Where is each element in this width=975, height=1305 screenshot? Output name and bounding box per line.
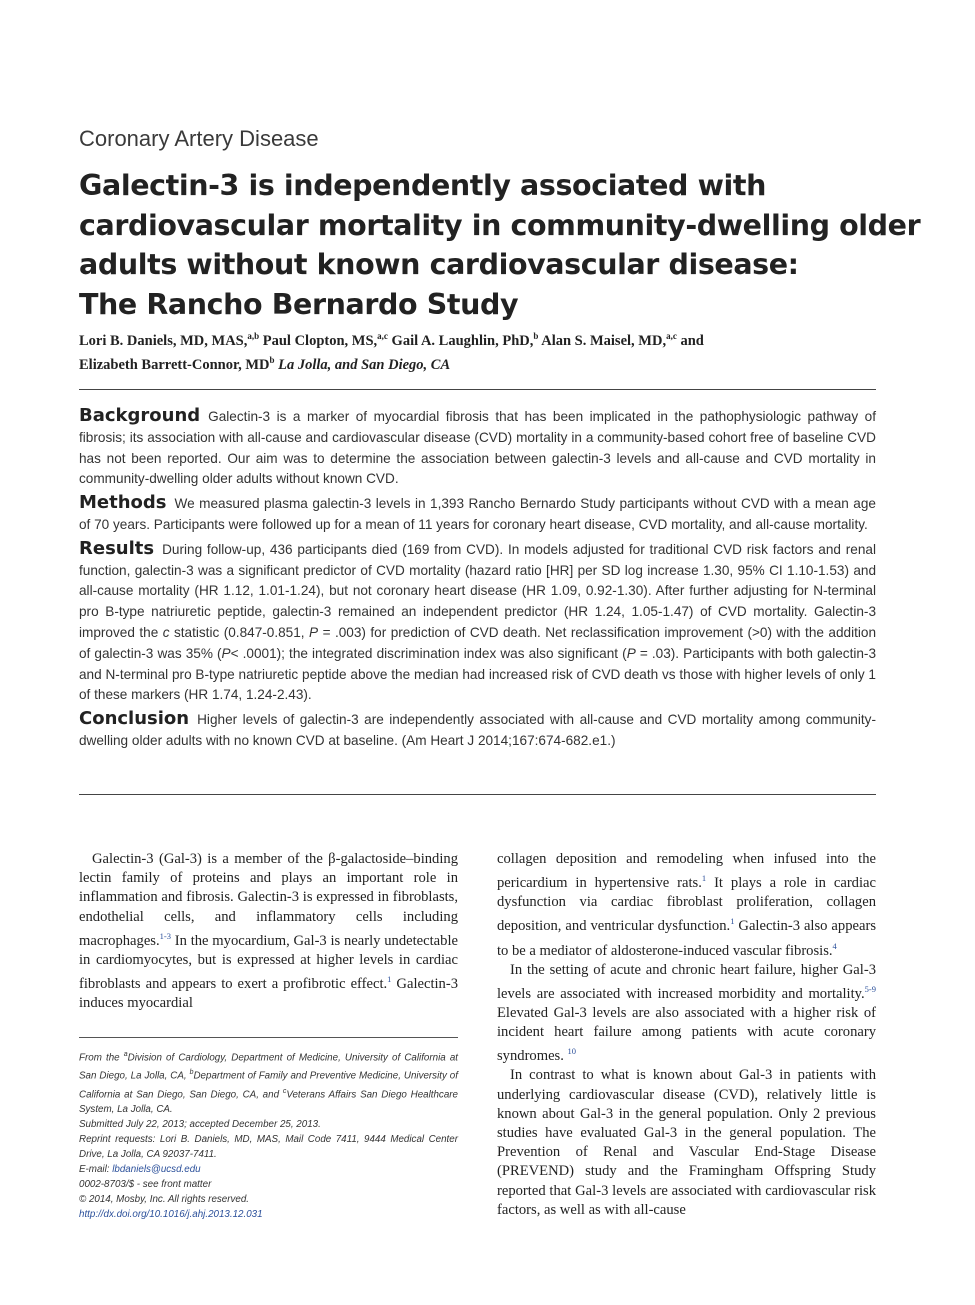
- body-paragraph: [497, 850, 876, 961]
- footnote-text: E-mail:: [79, 1163, 110, 1175]
- footnote-text: From the: [79, 1052, 120, 1064]
- doi-link[interactable]: http://dx.doi.org/10.1016/j.ahj.2013.12.031: [79, 1208, 263, 1220]
- abstract-text: Higher levels of galectin-3 are independently associated with all-cause and CVD mortality among community-dwelling older adults with no known CVD at baseline. (Am Heart J 2014;167:674-682.e1.): [79, 712, 876, 748]
- author: Lori B. Daniels, MD, MAS,: [79, 332, 248, 349]
- body-paragraph: [497, 1066, 876, 1220]
- footnote-submitted: Submitted July 22, 2013; accepted December 25, 2013.: [79, 1118, 321, 1130]
- body-text: Elevated Gal-3 levels are also associated with a higher risk of incident heart failure among patients with acute coronary syndromes.: [497, 1004, 876, 1065]
- author-affiliation-mark: b: [533, 331, 539, 341]
- abstract-results: [79, 539, 876, 706]
- author-affiliation-mark: a,c: [377, 331, 388, 341]
- citation-link[interactable]: 1-3: [159, 930, 171, 941]
- abstract-heading: Conclusion: [79, 708, 190, 730]
- email-link[interactable]: lbdaniels@ucsd.edu: [112, 1163, 201, 1175]
- affiliation-mark: a: [123, 1051, 128, 1058]
- body-paragraph: [497, 961, 876, 1067]
- body-column-left: [79, 850, 458, 1013]
- abstract-heading: Background: [79, 405, 201, 426]
- author-location: La Jolla, and San Diego, CA: [278, 356, 451, 373]
- title-line: Galectin-3 is independently associated with: [79, 169, 766, 202]
- abstract-heading: Methods: [79, 492, 167, 514]
- body-paragraph: [79, 850, 458, 1013]
- author-list: [79, 327, 879, 375]
- abstract-background: [79, 406, 876, 490]
- body-text: Galectin-3 also appears to be a mediator of aldosterone-induced vascular fibrosis.: [497, 918, 876, 959]
- citation-link[interactable]: 10: [567, 1046, 577, 1057]
- abstract-heading: Results: [79, 537, 155, 559]
- footnote-text: Veterans Affairs San Diego Healthcare System, La Jolla, CA.: [79, 1088, 458, 1115]
- abstract-top-rule: [79, 389, 876, 390]
- abstract: [79, 406, 876, 755]
- body-text: Galectin-3 (Gal-3) is a member of the β-galactoside–binding lectin family of proteins and plays an important role in inflammation and fibrosis. Galectin-3 is expressed in fibroblasts, endothelial cells, and inflammatory cells including macrophages.: [79, 851, 458, 949]
- abstract-conclusion: [79, 709, 876, 752]
- body-text: collagen deposition and remodeling when infused into the pericardium in hypertensive rats.: [497, 851, 876, 892]
- title-line: The Rancho Bernardo Study: [79, 287, 519, 321]
- section-label: Coronary Artery Disease: [79, 126, 319, 151]
- abstract-bottom-rule: [79, 794, 876, 795]
- body-text: In the myocardium, Gal-3 is nearly undetectable in cardiomyocytes, but is expressed at higher levels in cardiac fibroblasts and appears to exert a profibrotic effect.: [79, 932, 458, 992]
- citation-link[interactable]: 4: [832, 940, 837, 951]
- author-conjunction: and: [680, 332, 704, 349]
- abstract-italic: P: [309, 624, 319, 640]
- author: Alan S. Maisel, MD,: [541, 332, 667, 349]
- footnote-reprint: Reprint requests: Lori B. Daniels, MD, MAS, Mail Code 7411, 9444 Medical Center Drive, La Jolla, CA 92037-7411.: [79, 1133, 458, 1160]
- author-affiliation-mark: a,b: [247, 331, 260, 341]
- footnote-text: Department of Family and Preventive Medicine, University of California at San Diego, San Diego, CA, and: [79, 1070, 458, 1100]
- abstract-italic: P: [221, 645, 231, 661]
- title-line: adults without known cardiovascular disease:: [79, 248, 799, 281]
- abstract-text: statistic (0.847-0.851,: [173, 624, 305, 640]
- abstract-text: = .03). Participants with both galectin-3 and N-terminal pro B-type natriuretic peptide above the median had increased risk of CVD death vs those with higher levels of only 1 of these markers (HR 1.74, 1.24-2.43).: [79, 645, 877, 703]
- citation-link[interactable]: 5-9: [864, 983, 876, 994]
- footnote-text: Division of Cardiology, Department of Medicine, University of California at San Diego, La Jolla, CA,: [79, 1052, 458, 1082]
- abstract-text: During follow-up, 436 participants died (169 from CVD). In models adjusted for traditional CVD risk factors and renal function, galectin-3 was a significant predictor of CVD mortality (hazard ratio [HR] per SD log increase 1.30, 95% CI 1.10-1.53) and all-cause mortality (HR 1.12, 1.01-1.24), but not coronary heart disease (HR 1.09, 0.92-1.30). After further adjusting for N-terminal pro B-type natriuretic peptide, galectin-3 remained an independent predictor (HR 1.24, 1.05-1.47) of CVD mortality. Galectin-3 improved the: [79, 541, 876, 640]
- body-text: Galectin-3 induces myocardial: [79, 975, 459, 1012]
- title-line: cardiovascular mortality in community-dwelling older: [79, 208, 921, 242]
- abstract-methods: [79, 493, 876, 536]
- abstract-text: Galectin-3 is a marker of myocardial fibrosis that has been implicated in the pathophysiologic pathway of fibrosis; its association with all-cause and cardiovascular disease (CVD) mortality in a community-based cohort free of baseline CVD has not been reported. Our aim was to determine the association between galectin-3 levels and all-cause and CVD mortality in community-dwelling older adults without known CVD.: [79, 409, 876, 487]
- citation-link[interactable]: 1: [730, 916, 735, 927]
- footnote-rule: [79, 1037, 458, 1038]
- body-text: In the setting of acute and chronic heart failure, higher Gal-3 levels are associated with increased morbidity and mortality.: [497, 961, 876, 1002]
- author: Gail A. Laughlin, PhD,: [391, 332, 534, 349]
- author-affiliation-mark: a,c: [666, 331, 677, 341]
- abstract-text: = .003) for prediction of CVD death. Net reclassification improvement (>0) with the addition of galectin-3 was 35% (: [79, 624, 877, 661]
- body-text: In contrast to what is known about Gal-3 in patients with underlying cardiovascular disease (CVD), relatively little is known about Gal-3 in the general population. Only 2 previous studies have evaluated Gal-3 in the general population. The Prevention of Renal and Vascular End-Stage Disease (PREVEND) study and the Framingham Offspring Study reported that Gal-3 levels are associated with cardiovascular risk factors, as well as with all-cause: [497, 1067, 876, 1218]
- author: Elizabeth Barrett-Connor, MD: [79, 356, 270, 373]
- article-title: [79, 166, 921, 324]
- affiliation-mark: b: [189, 1069, 194, 1077]
- footnotes: [79, 1047, 458, 1222]
- body-text: It plays a role in cardiac dysfunction via cardiac fibroblast proliferation, collagen deposition, and ventricular dysfunction.: [497, 875, 876, 935]
- affiliation-mark: c: [282, 1087, 287, 1095]
- author-affiliation-mark: b: [269, 354, 275, 365]
- footnote-affiliations: [79, 1047, 458, 1117]
- abstract-italic: c: [162, 624, 170, 640]
- citation-link[interactable]: 1: [701, 873, 707, 884]
- author: Paul Clopton, MS,: [262, 332, 378, 349]
- abstract-text: < .0001); the integrated discrimination index was also significant (: [230, 645, 627, 661]
- abstract-text: We measured plasma galectin-3 levels in 1,393 Rancho Bernardo Study participants without CVD with a mean age of 70 years. Participants were followed up for a mean of 11 years for coronary heart disease, CVD mortality, and all-cause mortality.: [79, 496, 876, 532]
- footnote-email: [79, 1162, 458, 1177]
- footnote-copyright: © 2014, Mosby, Inc. All rights reserved.: [79, 1193, 250, 1205]
- abstract-italic: P: [626, 645, 636, 661]
- footnote-issn: 0002-8703/$ - see front matter: [79, 1178, 212, 1190]
- body-column-right: [497, 850, 876, 1220]
- citation-link[interactable]: 1: [387, 974, 392, 985]
